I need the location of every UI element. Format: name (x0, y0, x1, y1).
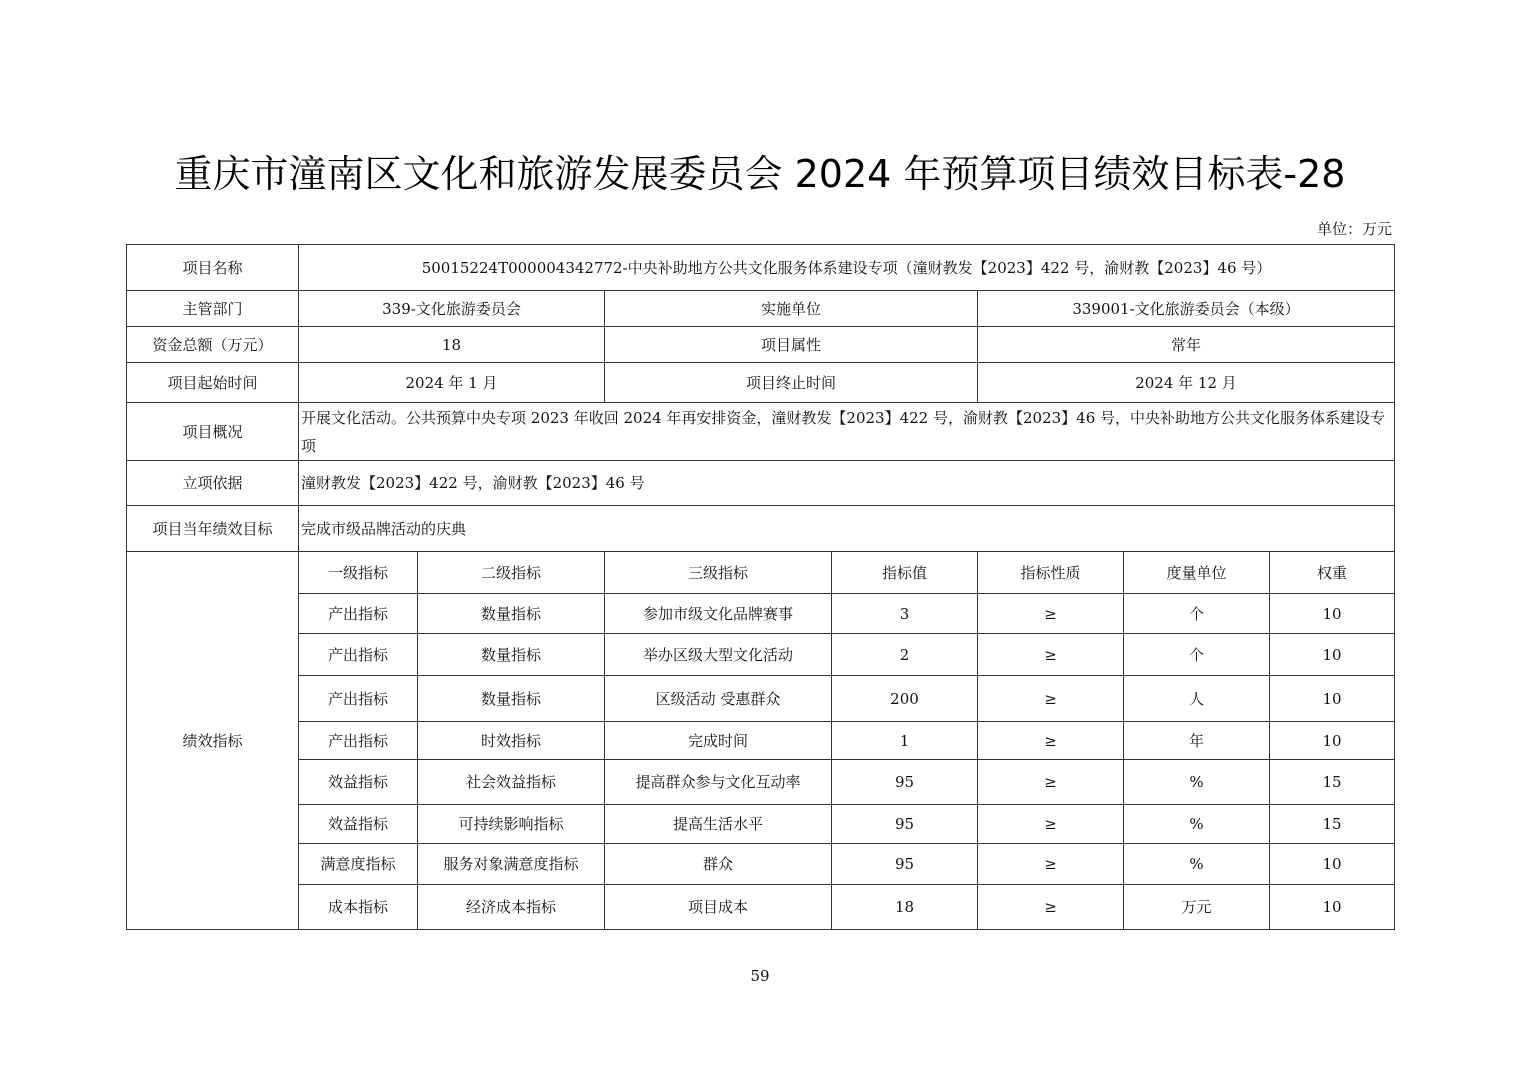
attr-label: 项目属性 (605, 327, 978, 363)
indicator-level3: 举办区级大型文化活动 (605, 634, 832, 676)
indicator-nature: ≥ (978, 594, 1124, 634)
page-number: 59 (750, 967, 770, 985)
indicator-weight: 15 (1270, 805, 1395, 844)
indicator-value: 2 (832, 634, 978, 676)
row-department (127, 291, 1395, 327)
indicator-value: 18 (832, 885, 978, 930)
indicator-value: 200 (832, 676, 978, 722)
indicator-value: 95 (832, 844, 978, 885)
indicator-nature: ≥ (978, 844, 1124, 885)
indicator-weight: 10 (1270, 594, 1395, 634)
indicator-level2: 数量指标 (418, 594, 605, 634)
indicator-value: 1 (832, 722, 978, 760)
start-time-value: 2024 年 1 月 (299, 363, 605, 403)
indicator-level1: 产出指标 (299, 634, 418, 676)
indicator-weight: 10 (1270, 885, 1395, 930)
row-goal (127, 506, 1395, 552)
indicator-row (127, 594, 1395, 634)
indicator-unit: % (1124, 760, 1270, 805)
basis-value: 潼财教发【2023】422 号，渝财教【2023】46 号 (299, 461, 1395, 506)
start-time-label: 项目起始时间 (127, 363, 299, 403)
indicator-weight: 10 (1270, 844, 1395, 885)
indicator-unit: 个 (1124, 594, 1270, 634)
indicator-row (127, 885, 1395, 930)
indicator-unit: % (1124, 844, 1270, 885)
indicator-level1: 满意度指标 (299, 844, 418, 885)
indicator-level3: 提高群众参与文化互动率 (605, 760, 832, 805)
indicator-level2: 时效指标 (418, 722, 605, 760)
impl-unit-value: 339001-文化旅游委员会（本级） (978, 291, 1395, 327)
header-level1: 一级指标 (299, 552, 418, 594)
indicator-level3: 区级活动 受惠群众 (605, 676, 832, 722)
indicator-nature: ≥ (978, 885, 1124, 930)
performance-table (126, 244, 1395, 930)
header-unit: 度量单位 (1124, 552, 1270, 594)
dept-value: 339-文化旅游委员会 (299, 291, 605, 327)
end-time-label: 项目终止时间 (605, 363, 978, 403)
indicator-level3: 完成时间 (605, 722, 832, 760)
header-level2: 二级指标 (418, 552, 605, 594)
end-time-value: 2024 年 12 月 (978, 363, 1395, 403)
project-name-value: 50015224T000004342772-中央补助地方公共文化服务体系建设专项（潼财教发【2023】422 号，渝财教【2023】46 号） (299, 245, 1395, 291)
indicator-nature: ≥ (978, 634, 1124, 676)
indicator-level1: 效益指标 (299, 805, 418, 844)
indicator-level1: 成本指标 (299, 885, 418, 930)
indicator-row (127, 760, 1395, 805)
page-title: 重庆市潼南区文化和旅游发展委员会 2024 年预算项目绩效目标表-28 (174, 152, 1346, 196)
indicator-level1: 产出指标 (299, 676, 418, 722)
indicator-nature: ≥ (978, 805, 1124, 844)
unit-label: 单位：万元 (1316, 220, 1392, 238)
indicator-row (127, 722, 1395, 760)
dept-label: 主管部门 (127, 291, 299, 327)
indicator-weight: 10 (1270, 634, 1395, 676)
header-nature: 指标性质 (978, 552, 1124, 594)
overview-label: 项目概况 (127, 403, 299, 461)
basis-label: 立项依据 (127, 461, 299, 506)
row-funds (127, 327, 1395, 363)
indicator-unit: % (1124, 805, 1270, 844)
indicator-level2: 数量指标 (418, 634, 605, 676)
indicator-level2: 可持续影响指标 (418, 805, 605, 844)
indicator-level2: 经济成本指标 (418, 885, 605, 930)
indicator-value: 95 (832, 805, 978, 844)
indicator-row (127, 634, 1395, 676)
row-period (127, 363, 1395, 403)
indicator-unit: 万元 (1124, 885, 1270, 930)
indicator-level1: 产出指标 (299, 722, 418, 760)
indicator-level3: 群众 (605, 844, 832, 885)
indicator-header-row (127, 552, 1395, 594)
overview-value: 开展文化活动。公共预算中央专项 2023 年收回 2024 年再安排资金，潼财教发【2023】422 号，渝财教【2023】46 号，中央补助地方公共文化服务体系建设专项 (299, 403, 1395, 461)
project-name-label: 项目名称 (127, 245, 299, 291)
indicator-row (127, 844, 1395, 885)
attr-value: 常年 (978, 327, 1395, 363)
indicator-weight: 10 (1270, 722, 1395, 760)
indicator-level3: 项目成本 (605, 885, 832, 930)
row-basis (127, 461, 1395, 506)
indicator-level3: 提高生活水平 (605, 805, 832, 844)
indicator-unit: 个 (1124, 634, 1270, 676)
header-level3: 三级指标 (605, 552, 832, 594)
goal-label: 项目当年绩效目标 (127, 506, 299, 552)
indicator-weight: 15 (1270, 760, 1395, 805)
indicator-value: 95 (832, 760, 978, 805)
indicator-row (127, 676, 1395, 722)
goal-value: 完成市级品牌活动的庆典 (299, 506, 1395, 552)
header-value: 指标值 (832, 552, 978, 594)
row-overview (127, 403, 1395, 461)
indicator-row (127, 805, 1395, 844)
funds-label: 资金总额（万元） (127, 327, 299, 363)
indicator-level1: 产出指标 (299, 594, 418, 634)
row-project-name (127, 245, 1395, 291)
indicator-level1: 效益指标 (299, 760, 418, 805)
indicator-level2: 社会效益指标 (418, 760, 605, 805)
indicator-unit: 人 (1124, 676, 1270, 722)
indicators-label: 绩效指标 (127, 552, 299, 930)
indicator-weight: 10 (1270, 676, 1395, 722)
indicator-value: 3 (832, 594, 978, 634)
indicator-level2: 数量指标 (418, 676, 605, 722)
impl-unit-label: 实施单位 (605, 291, 978, 327)
header-weight: 权重 (1270, 552, 1395, 594)
indicator-nature: ≥ (978, 760, 1124, 805)
indicator-nature: ≥ (978, 676, 1124, 722)
indicator-unit: 年 (1124, 722, 1270, 760)
funds-value: 18 (299, 327, 605, 363)
indicator-nature: ≥ (978, 722, 1124, 760)
indicator-level2: 服务对象满意度指标 (418, 844, 605, 885)
indicator-level3: 参加市级文化品牌赛事 (605, 594, 832, 634)
